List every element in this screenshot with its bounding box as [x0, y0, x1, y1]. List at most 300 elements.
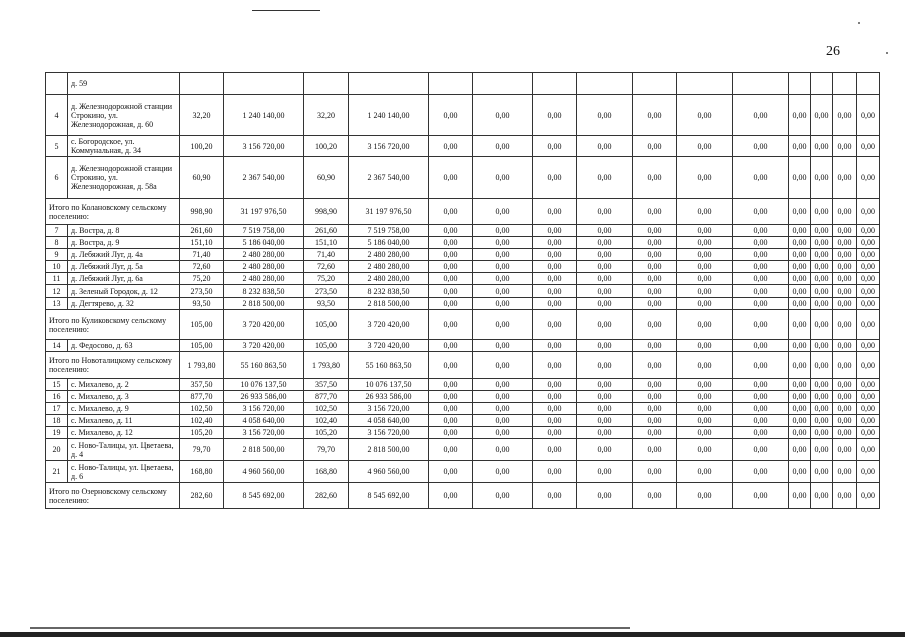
value-cell: 0,00 [577, 340, 633, 352]
value-cell: 0,00 [811, 461, 833, 483]
value-cell: 0,00 [677, 391, 733, 403]
value-cell: 0,00 [533, 136, 577, 157]
value-cell: 0,00 [857, 225, 880, 237]
value-cell: 0,00 [789, 352, 811, 379]
table-row [46, 157, 880, 199]
value-cell: 2 480 280,00 [349, 261, 429, 273]
value-cell: 55 160 863,50 [224, 352, 304, 379]
row-number [46, 73, 68, 95]
table-row [46, 391, 880, 403]
value-cell: 0,00 [577, 379, 633, 391]
value-cell: 0,00 [429, 352, 473, 379]
value-cell: 0,00 [789, 298, 811, 310]
value-cell: 0,00 [833, 310, 857, 340]
value-cell: 105,20 [180, 427, 224, 439]
value-cell: 0,00 [733, 310, 789, 340]
value-cell: 0,00 [857, 310, 880, 340]
value-cell: 0,00 [833, 391, 857, 403]
value-cell: 0,00 [577, 199, 633, 225]
value-cell: 0,00 [533, 391, 577, 403]
value-cell: 0,00 [633, 391, 677, 403]
value-cell: 32,20 [180, 95, 224, 136]
value-cell: 0,00 [789, 285, 811, 298]
value-cell: 0,00 [811, 352, 833, 379]
value-cell: 357,50 [304, 379, 349, 391]
value-cell: 0,00 [429, 249, 473, 261]
value-cell: 0,00 [577, 95, 633, 136]
value-cell: 151,10 [304, 237, 349, 249]
address-cell: с. Ново-Талицы, ул. Цветаева, д. 6 [68, 461, 180, 483]
value-cell: 0,00 [677, 379, 733, 391]
value-cell: 10 076 137,50 [349, 379, 429, 391]
value-cell: 0,00 [811, 95, 833, 136]
value-cell: 2 480 280,00 [349, 273, 429, 285]
value-cell: 105,00 [180, 310, 224, 340]
address-cell: с. Богородское, ул. Коммунальная, д. 34 [68, 136, 180, 157]
value-cell: 0,00 [857, 249, 880, 261]
value-cell: 0,00 [473, 225, 533, 237]
value-cell: 2 367 540,00 [349, 157, 429, 199]
value-cell: 0,00 [811, 427, 833, 439]
value-cell: 0,00 [833, 461, 857, 483]
value-cell [833, 73, 857, 95]
value-cell: 0,00 [533, 298, 577, 310]
value-cell: 60,90 [304, 157, 349, 199]
value-cell: 105,20 [304, 427, 349, 439]
value-cell: 4 960 560,00 [349, 461, 429, 483]
value-cell: 0,00 [633, 298, 677, 310]
value-cell: 0,00 [473, 483, 533, 509]
table-row [46, 439, 880, 461]
value-cell: 3 156 720,00 [224, 403, 304, 415]
value-cell: 102,40 [304, 415, 349, 427]
value-cell: 0,00 [789, 136, 811, 157]
value-cell: 0,00 [533, 340, 577, 352]
value-cell: 105,00 [304, 340, 349, 352]
address-cell: с. Михалево, д. 12 [68, 427, 180, 439]
value-cell: 0,00 [811, 340, 833, 352]
value-cell: 75,20 [180, 273, 224, 285]
value-cell: 0,00 [473, 157, 533, 199]
value-cell: 7 519 758,00 [224, 225, 304, 237]
value-cell: 0,00 [473, 340, 533, 352]
value-cell [677, 73, 733, 95]
housing-table [45, 72, 880, 509]
value-cell: 0,00 [733, 427, 789, 439]
value-cell: 0,00 [811, 391, 833, 403]
value-cell: 0,00 [733, 136, 789, 157]
address-cell: д. Лебяжий Луг, д. 6а [68, 273, 180, 285]
value-cell: 0,00 [429, 403, 473, 415]
value-cell: 0,00 [533, 439, 577, 461]
value-cell: 0,00 [833, 427, 857, 439]
value-cell: 0,00 [577, 461, 633, 483]
value-cell: 1 793,80 [180, 352, 224, 379]
total-row [46, 352, 880, 379]
value-cell: 93,50 [180, 298, 224, 310]
value-cell: 0,00 [789, 261, 811, 273]
value-cell: 0,00 [789, 225, 811, 237]
value-cell: 105,00 [304, 310, 349, 340]
value-cell: 3 156 720,00 [224, 136, 304, 157]
value-cell: 0,00 [677, 461, 733, 483]
address-cell: д. 59 [68, 73, 180, 95]
table-row [46, 95, 880, 136]
value-cell: 168,80 [304, 461, 349, 483]
address-cell: д. Дегтярево, д. 32 [68, 298, 180, 310]
value-cell: 0,00 [429, 136, 473, 157]
value-cell: 0,00 [811, 261, 833, 273]
address-cell: с. Михалево, д. 2 [68, 379, 180, 391]
value-cell: 0,00 [677, 249, 733, 261]
value-cell: 3 720 420,00 [224, 310, 304, 340]
value-cell: 0,00 [633, 483, 677, 509]
value-cell: 0,00 [789, 310, 811, 340]
value-cell: 0,00 [733, 403, 789, 415]
value-cell: 102,40 [180, 415, 224, 427]
value-cell: 998,90 [180, 199, 224, 225]
address-cell: д. Железнодорожной станции Строкино, ул. Железнодорожная, д. 60 [68, 95, 180, 136]
value-cell: 0,00 [533, 403, 577, 415]
page-number: 26 [826, 44, 840, 59]
value-cell: 0,00 [833, 439, 857, 461]
value-cell: 998,90 [304, 199, 349, 225]
value-cell: 3 156 720,00 [349, 427, 429, 439]
value-cell: 0,00 [789, 157, 811, 199]
value-cell: 0,00 [677, 483, 733, 509]
value-cell: 0,00 [811, 249, 833, 261]
value-cell: 0,00 [533, 415, 577, 427]
value-cell: 0,00 [533, 285, 577, 298]
value-cell: 0,00 [633, 157, 677, 199]
value-cell: 105,00 [180, 340, 224, 352]
value-cell: 71,40 [180, 249, 224, 261]
value-cell: 0,00 [533, 95, 577, 136]
value-cell: 0,00 [857, 273, 880, 285]
value-cell: 0,00 [677, 285, 733, 298]
value-cell: 0,00 [789, 427, 811, 439]
value-cell: 0,00 [429, 298, 473, 310]
value-cell: 0,00 [429, 415, 473, 427]
table-row [46, 427, 880, 439]
value-cell: 0,00 [533, 199, 577, 225]
value-cell: 0,00 [833, 249, 857, 261]
value-cell: 2 818 500,00 [224, 439, 304, 461]
table-row [46, 136, 880, 157]
value-cell: 100,20 [180, 136, 224, 157]
value-cell: 3 720 420,00 [349, 340, 429, 352]
value-cell: 0,00 [473, 415, 533, 427]
table-row [46, 340, 880, 352]
value-cell: 0,00 [533, 352, 577, 379]
value-cell: 0,00 [733, 237, 789, 249]
value-cell: 0,00 [533, 157, 577, 199]
row-number: 10 [46, 261, 68, 273]
value-cell: 0,00 [833, 199, 857, 225]
value-cell: 0,00 [577, 285, 633, 298]
row-number: 4 [46, 95, 68, 136]
value-cell: 282,60 [304, 483, 349, 509]
value-cell: 0,00 [811, 439, 833, 461]
total-row [46, 483, 880, 509]
table-row [46, 298, 880, 310]
table-row [46, 379, 880, 391]
value-cell: 0,00 [577, 225, 633, 237]
value-cell: 0,00 [857, 461, 880, 483]
value-cell: 0,00 [577, 273, 633, 285]
value-cell: 0,00 [429, 237, 473, 249]
value-cell: 0,00 [633, 199, 677, 225]
value-cell: 0,00 [473, 427, 533, 439]
value-cell: 0,00 [733, 439, 789, 461]
value-cell: 0,00 [733, 379, 789, 391]
value-cell: 0,00 [789, 340, 811, 352]
value-cell: 0,00 [833, 352, 857, 379]
value-cell: 0,00 [473, 199, 533, 225]
value-cell: 0,00 [833, 340, 857, 352]
value-cell: 0,00 [473, 310, 533, 340]
value-cell: 0,00 [857, 136, 880, 157]
value-cell: 0,00 [473, 352, 533, 379]
address-cell: с. Михалево, д. 11 [68, 415, 180, 427]
value-cell: 0,00 [633, 273, 677, 285]
value-cell: 0,00 [533, 225, 577, 237]
value-cell: 0,00 [811, 136, 833, 157]
value-cell: 2 818 500,00 [349, 439, 429, 461]
value-cell: 8 545 692,00 [349, 483, 429, 509]
value-cell: 0,00 [789, 403, 811, 415]
value-cell: 0,00 [577, 352, 633, 379]
value-cell: 0,00 [533, 427, 577, 439]
table-row [46, 461, 880, 483]
value-cell: 8 232 838,50 [349, 285, 429, 298]
value-cell [473, 73, 533, 95]
value-cell: 0,00 [577, 415, 633, 427]
value-cell: 0,00 [533, 237, 577, 249]
address-cell: д. Востра, д. 9 [68, 237, 180, 249]
value-cell: 0,00 [429, 95, 473, 136]
value-cell: 0,00 [833, 403, 857, 415]
scan-edge [30, 627, 630, 629]
row-number: 20 [46, 439, 68, 461]
total-label: Итого по Колановскому сельскому поселению: [46, 199, 180, 225]
value-cell: 0,00 [833, 298, 857, 310]
value-cell: 0,00 [857, 340, 880, 352]
value-cell: 79,70 [304, 439, 349, 461]
value-cell: 0,00 [733, 273, 789, 285]
value-cell: 93,50 [304, 298, 349, 310]
value-cell [224, 73, 304, 95]
value-cell: 31 197 976,50 [349, 199, 429, 225]
value-cell: 0,00 [789, 273, 811, 285]
value-cell: 2 818 500,00 [224, 298, 304, 310]
value-cell: 0,00 [833, 273, 857, 285]
value-cell: 0,00 [857, 95, 880, 136]
value-cell: 273,50 [180, 285, 224, 298]
row-number: 11 [46, 273, 68, 285]
address-cell: д. Зеленый Городок, д. 12 [68, 285, 180, 298]
value-cell: 4 960 560,00 [224, 461, 304, 483]
value-cell: 0,00 [811, 273, 833, 285]
value-cell: 0,00 [857, 157, 880, 199]
address-cell: д. Лебяжий Луг, д. 4а [68, 249, 180, 261]
value-cell: 0,00 [789, 483, 811, 509]
value-cell: 0,00 [533, 249, 577, 261]
value-cell: 0,00 [429, 483, 473, 509]
value-cell: 0,00 [857, 237, 880, 249]
value-cell: 0,00 [789, 391, 811, 403]
row-number: 5 [46, 136, 68, 157]
value-cell: 0,00 [811, 310, 833, 340]
value-cell: 0,00 [473, 403, 533, 415]
value-cell: 0,00 [473, 285, 533, 298]
value-cell: 0,00 [429, 391, 473, 403]
row-number: 19 [46, 427, 68, 439]
value-cell: 0,00 [677, 340, 733, 352]
value-cell: 0,00 [429, 261, 473, 273]
value-cell: 0,00 [789, 249, 811, 261]
value-cell: 2 818 500,00 [349, 298, 429, 310]
value-cell: 2 480 280,00 [224, 249, 304, 261]
value-cell: 0,00 [833, 379, 857, 391]
value-cell: 0,00 [833, 95, 857, 136]
value-cell: 0,00 [429, 225, 473, 237]
table-row [46, 273, 880, 285]
value-cell: 60,90 [180, 157, 224, 199]
value-cell: 1 240 140,00 [224, 95, 304, 136]
value-cell: 877,70 [304, 391, 349, 403]
address-cell: д. Федосово, д. 63 [68, 340, 180, 352]
value-cell: 0,00 [473, 379, 533, 391]
address-cell: д. Лебяжий Луг, д. 5а [68, 261, 180, 273]
value-cell: 0,00 [577, 157, 633, 199]
value-cell: 0,00 [633, 340, 677, 352]
value-cell: 0,00 [833, 237, 857, 249]
value-cell: 0,00 [473, 237, 533, 249]
value-cell: 0,00 [789, 439, 811, 461]
value-cell: 0,00 [633, 261, 677, 273]
table-row [46, 403, 880, 415]
value-cell [349, 73, 429, 95]
value-cell: 2 480 280,00 [224, 273, 304, 285]
value-cell: 0,00 [833, 136, 857, 157]
row-number: 7 [46, 225, 68, 237]
value-cell: 0,00 [857, 391, 880, 403]
value-cell: 357,50 [180, 379, 224, 391]
value-cell: 0,00 [633, 415, 677, 427]
address-cell: с. Михалево, д. 9 [68, 403, 180, 415]
value-cell: 3 156 720,00 [224, 427, 304, 439]
value-cell: 0,00 [533, 483, 577, 509]
value-cell: 0,00 [677, 427, 733, 439]
row-number: 8 [46, 237, 68, 249]
value-cell: 0,00 [733, 225, 789, 237]
value-cell: 3 156 720,00 [349, 136, 429, 157]
value-cell: 0,00 [473, 95, 533, 136]
total-label: Итого по Новоталицкому сельскому поселению: [46, 352, 180, 379]
value-cell: 0,00 [429, 427, 473, 439]
value-cell: 0,00 [733, 285, 789, 298]
value-cell: 0,00 [789, 379, 811, 391]
value-cell: 8 545 692,00 [224, 483, 304, 509]
value-cell: 0,00 [633, 310, 677, 340]
value-cell: 0,00 [633, 352, 677, 379]
value-cell: 0,00 [429, 157, 473, 199]
value-cell: 0,00 [429, 461, 473, 483]
total-label: Итого по Куликовскому сельскому поселению: [46, 310, 180, 340]
value-cell [733, 73, 789, 95]
value-cell: 0,00 [577, 298, 633, 310]
value-cell: 0,00 [857, 439, 880, 461]
value-cell: 0,00 [429, 379, 473, 391]
value-cell: 168,80 [180, 461, 224, 483]
address-cell: д. Востра, д. 8 [68, 225, 180, 237]
value-cell: 0,00 [857, 379, 880, 391]
table-row [46, 249, 880, 261]
value-cell: 261,60 [180, 225, 224, 237]
value-cell: 0,00 [633, 249, 677, 261]
value-cell: 0,00 [677, 415, 733, 427]
value-cell: 0,00 [473, 461, 533, 483]
value-cell: 0,00 [733, 95, 789, 136]
value-cell: 0,00 [633, 237, 677, 249]
address-cell: с. Ново-Талицы, ул. Цветаева, д. 4 [68, 439, 180, 461]
value-cell: 0,00 [677, 273, 733, 285]
value-cell: 0,00 [633, 95, 677, 136]
value-cell: 0,00 [811, 225, 833, 237]
value-cell: 0,00 [577, 261, 633, 273]
value-cell: 0,00 [733, 461, 789, 483]
value-cell: 0,00 [633, 439, 677, 461]
value-cell: 0,00 [857, 298, 880, 310]
value-cell: 0,00 [577, 439, 633, 461]
table-row [46, 225, 880, 237]
value-cell: 0,00 [677, 199, 733, 225]
value-cell: 0,00 [677, 225, 733, 237]
value-cell: 0,00 [733, 352, 789, 379]
value-cell: 2 367 540,00 [224, 157, 304, 199]
value-cell: 26 933 586,00 [224, 391, 304, 403]
value-cell: 79,70 [180, 439, 224, 461]
table-row [46, 261, 880, 273]
value-cell: 0,00 [677, 298, 733, 310]
value-cell: 10 076 137,50 [224, 379, 304, 391]
value-cell: 0,00 [677, 310, 733, 340]
value-cell: 1 240 140,00 [349, 95, 429, 136]
value-cell: 0,00 [789, 237, 811, 249]
value-cell: 32,20 [304, 95, 349, 136]
value-cell: 0,00 [473, 136, 533, 157]
value-cell: 0,00 [733, 157, 789, 199]
value-cell [633, 73, 677, 95]
value-cell: 0,00 [633, 225, 677, 237]
table-row [46, 73, 880, 95]
value-cell: 0,00 [677, 403, 733, 415]
value-cell: 0,00 [429, 285, 473, 298]
value-cell: 102,50 [180, 403, 224, 415]
value-cell: 0,00 [577, 237, 633, 249]
value-cell: 0,00 [429, 199, 473, 225]
value-cell: 2 480 280,00 [224, 261, 304, 273]
value-cell: 0,00 [833, 483, 857, 509]
total-row [46, 199, 880, 225]
value-cell: 3 720 420,00 [349, 310, 429, 340]
value-cell: 0,00 [577, 483, 633, 509]
value-cell: 0,00 [429, 310, 473, 340]
row-number: 6 [46, 157, 68, 199]
value-cell: 273,50 [304, 285, 349, 298]
value-cell [533, 73, 577, 95]
